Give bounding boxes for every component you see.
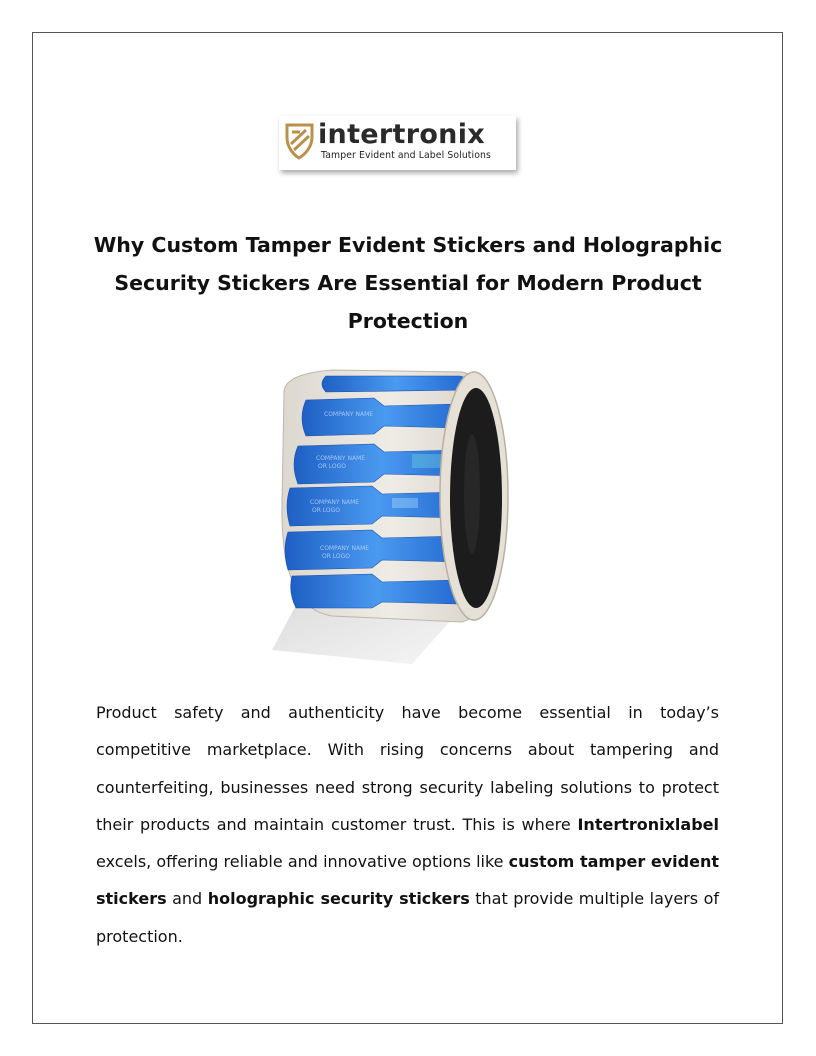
document-title: Why Custom Tamper Evident Stickers and Holographic Security Stickers Are Essential for Modern Product Protection: [93, 233, 723, 333]
keyword-bold: custom tamper evident stickers: [96, 852, 720, 909]
keyword-bold: holographic security stickers: [207, 889, 470, 909]
label-text: OR LOGO: [318, 463, 347, 470]
logo-tagline: Tamper Evident and Label Solutions: [321, 150, 491, 161]
brand-logo: [279, 116, 516, 170]
logo-wordmark: intertronix: [318, 119, 485, 150]
intro-paragraph: [96, 694, 719, 955]
label-text: OR LOGO: [312, 507, 341, 514]
label-text: COMPANY NAME: [310, 499, 360, 506]
label-text: OR LOGO: [322, 553, 351, 560]
paragraph-text: and: [166, 889, 208, 909]
paragraph-text: excels, offering reliable and innovative options like: [96, 852, 509, 872]
paragraph-text: that provide multiple layers of protection.: [96, 889, 720, 946]
label-text: COMPANY NAME: [316, 455, 366, 462]
paragraph-text: Product safety and authenticity have become essential in today’s competitive marketplace. With rising concerns about tampering and counterfeiting, businesses need strong security labeling solutions to protect their products and maintain customer trust. This is where: [96, 703, 719, 834]
brand-name-bold: Intertronixlabel: [577, 814, 719, 834]
tamper-sticker-roll-image: [262, 364, 510, 676]
shield-logo-icon: [284, 122, 316, 160]
label-text: COMPANY NAME: [320, 545, 370, 552]
label-text: COMPANY NAME: [324, 411, 374, 418]
